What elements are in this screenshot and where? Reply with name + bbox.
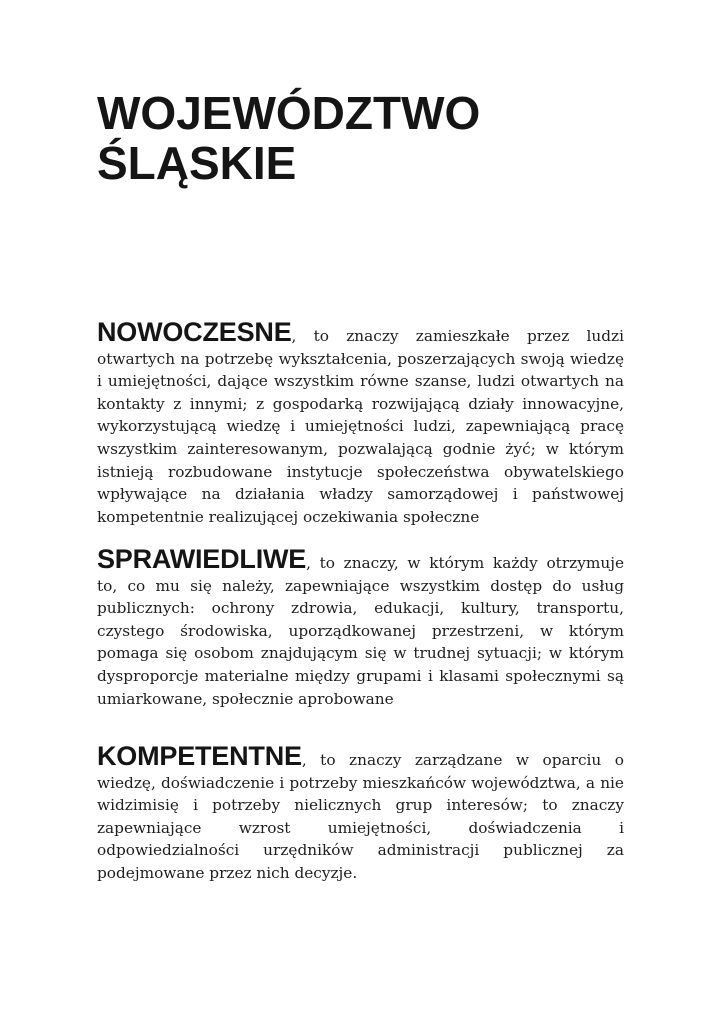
section-text: , to znaczy zamieszkałe przez ludzi otwartych na potrzebę wykształcenia, poszerzających swoją wiedzę i umiejętności, dające wszystkim równe szanse, ludzi otwartych na kontakty z innymi; z gospodarką rozwijającą działy innowacyjne, wykorzystującą wiedzę i umiejętności ludzi, zapewniającą pracę wszystkim zainteresowanym, pozwalającą godnie żyć; w którym istnieją rozbudowane instytucje społeczeństwa obywatelskiego wpływające na działania władzy samorządowej i państwowej kompetentnie realizującej oczekiwania społeczne <box>97 327 624 526</box>
page-title-line-1: WOJEWÓDZTWO <box>97 87 481 139</box>
section-sprawiedliwe <box>97 544 624 710</box>
section-keyword: NOWOCZESNE <box>97 317 292 347</box>
page-title-line-2: ŚLĄSKIE <box>97 137 297 189</box>
section-keyword: SPRAWIEDLIWE <box>97 544 307 574</box>
section-kompetentne <box>97 741 624 885</box>
section-text: , to znaczy, w którym każdy otrzymuje to, co mu się należy, zapewniające wszystkim dostęp do usług publicznych: ochrony zdrowia, edukacji, kultury, transportu, czystego środowiska, uporządkowanej przestrzeni, w którym pomaga się osobom znajdującym się w trudnej sytuacji; w którym dysproporcje materialne między grupami i klasami społecznymi są umiarkowane, społecznie aprobowane <box>97 554 624 708</box>
section-text: , to znaczy zarządzane w oparciu o wiedzę, doświadczenie i potrzeby mieszkańców województwa, a nie widzimisię i potrzeby nielicznych grup interesów; to znaczy zapewniające wzrost umiejętności, doświadczenia i odpowiedzialności urzędników administracji publicznej za podejmowane przez nich decyzje. <box>97 751 624 882</box>
page-title <box>97 88 480 188</box>
section-keyword: KOMPETENTNE <box>97 741 302 771</box>
section-nowoczesne <box>97 317 624 528</box>
